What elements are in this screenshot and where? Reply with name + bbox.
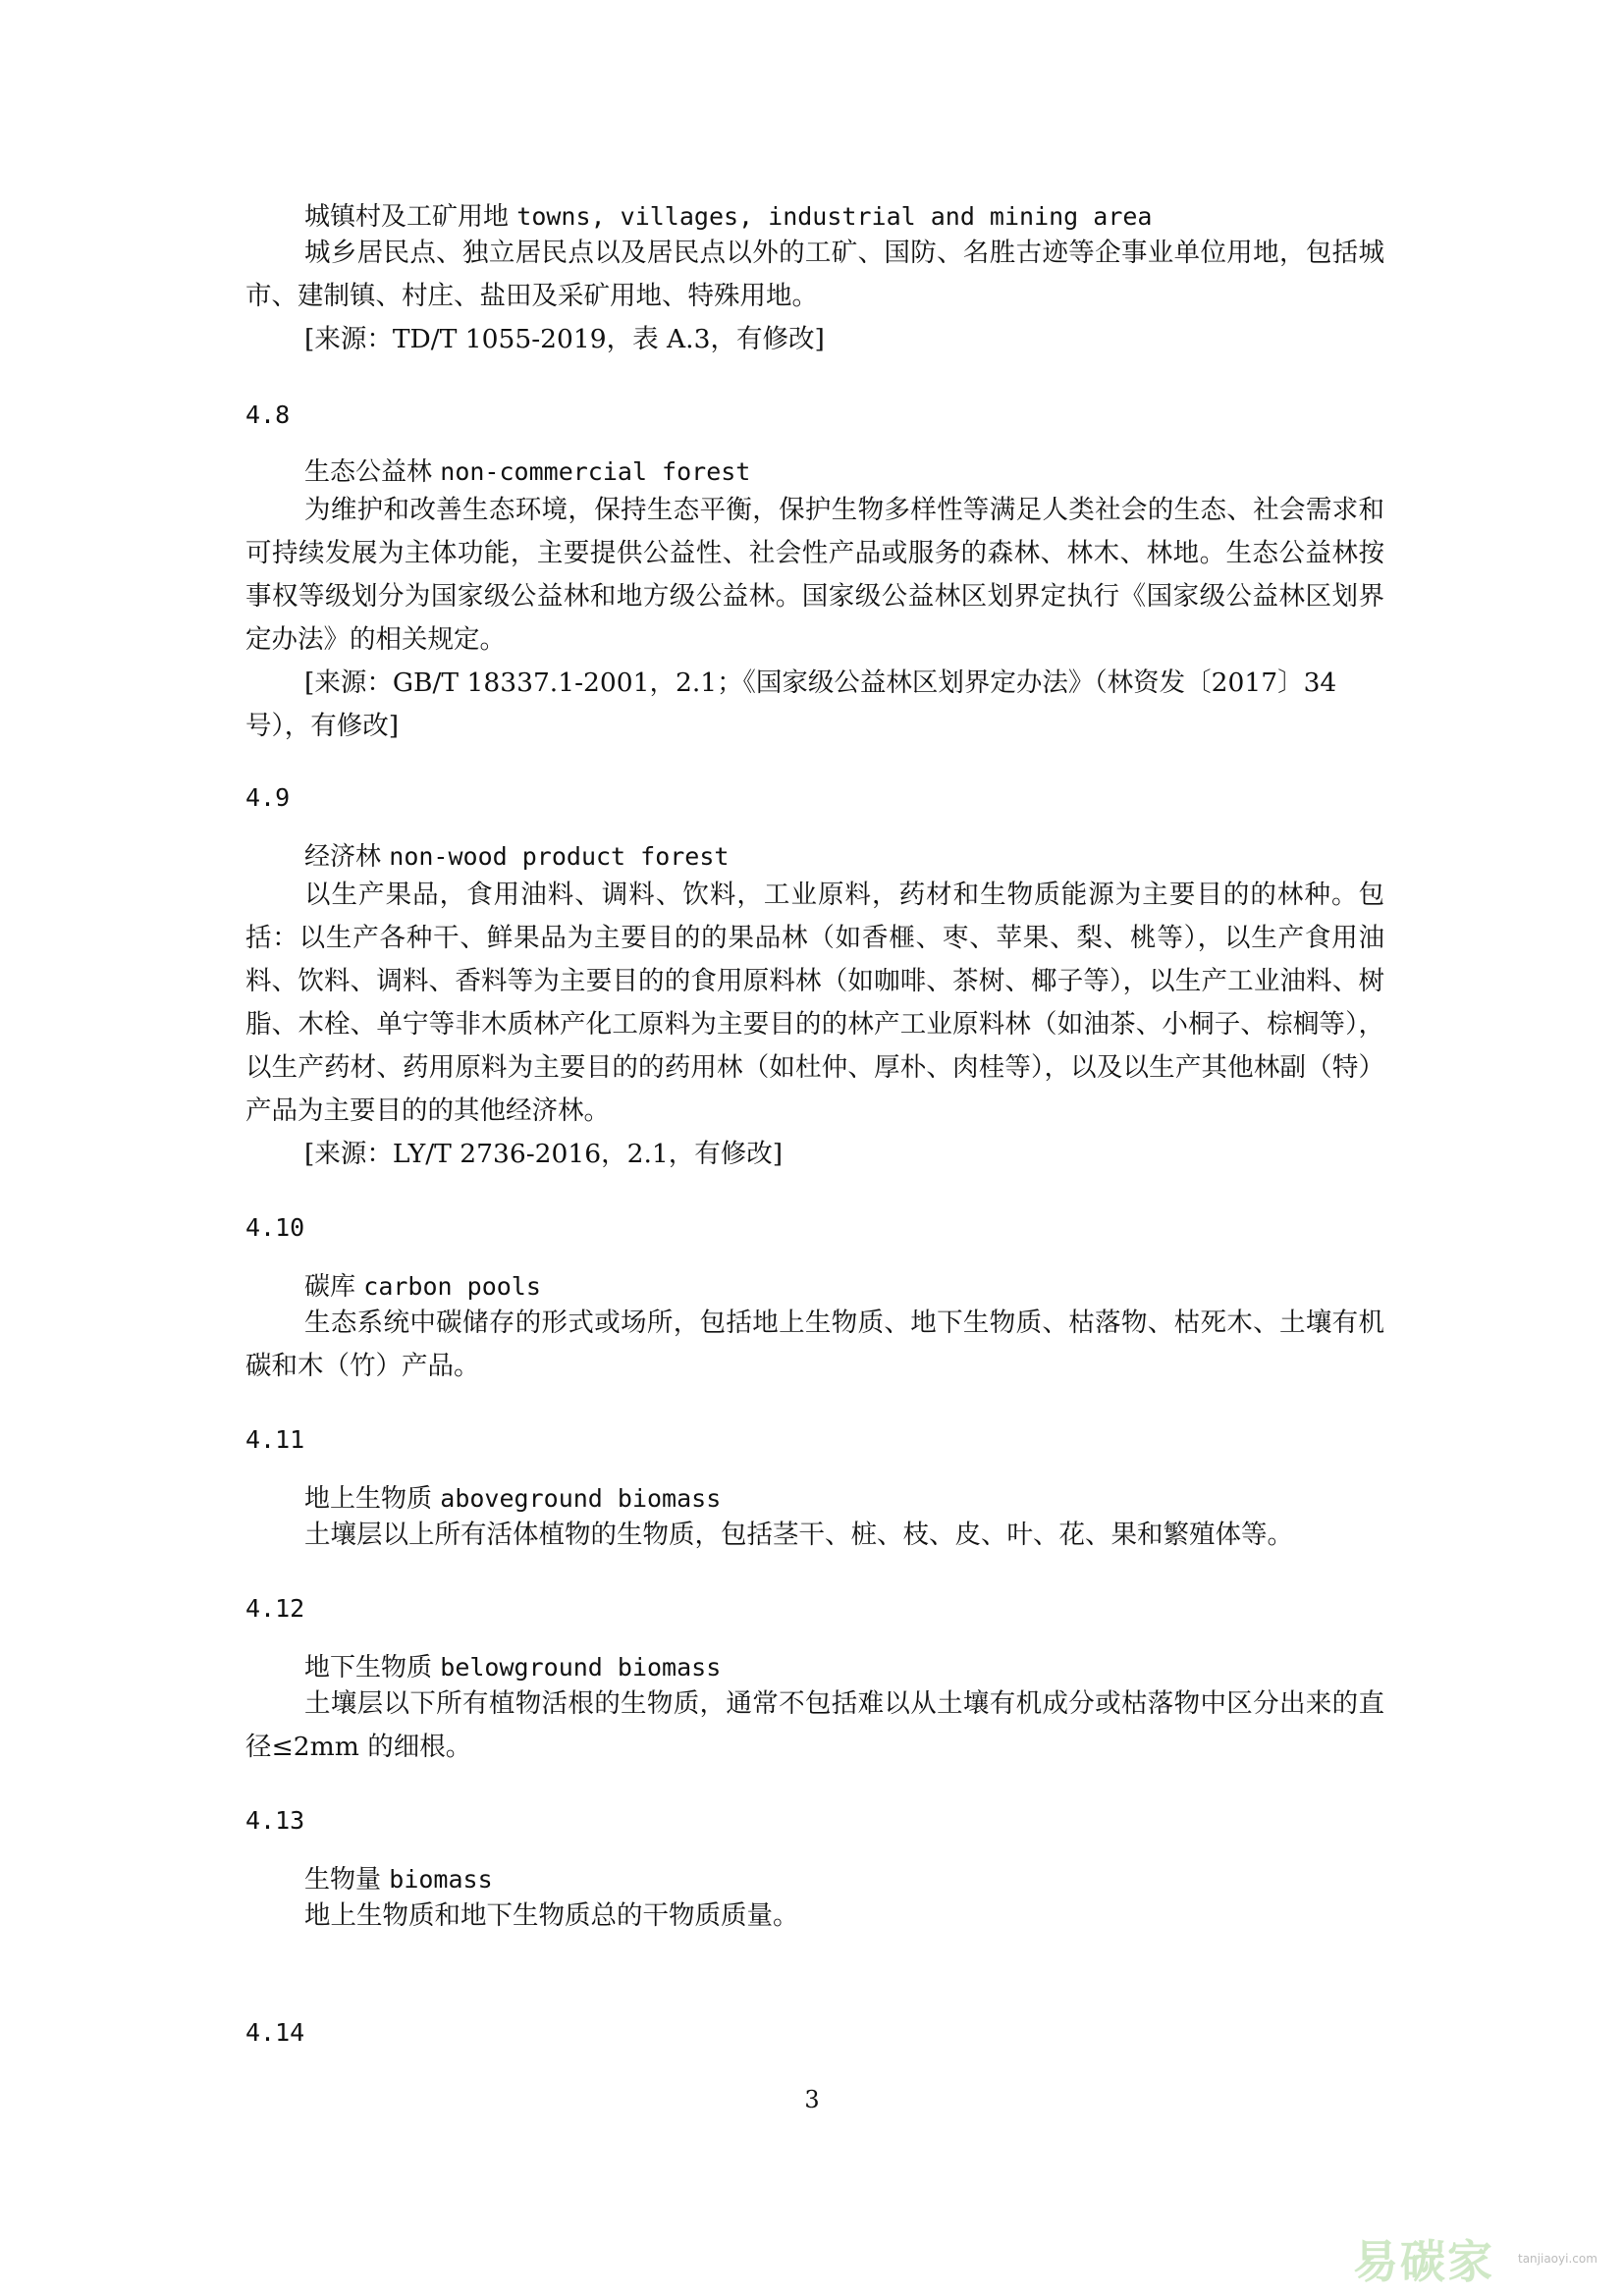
term-zh: 城镇村及工矿用地	[304, 202, 510, 232]
term-en: biomass	[389, 1865, 493, 1894]
term-definition: 土壤层以上所有活体植物的生物质，包括茎干、桩、枝、皮、叶、花、果和繁殖体等。	[304, 1520, 1293, 1550]
term-zh: 地上生物质	[304, 1484, 433, 1514]
clause-number: 4.10	[245, 1213, 305, 1242]
watermark-logo	[1353, 2226, 1598, 2288]
term-heading	[304, 200, 1153, 234]
term-definition: 地上生物质和地下生物质总的干物质质量。	[304, 1900, 799, 1931]
term-definition: 城乡居民点、独立居民点以及居民点以外的工矿、国防、名胜古迹等企事业单位用地，包括城市、建制镇、村庄、盐田及采矿用地、特殊用地。	[245, 238, 1384, 311]
term-en: towns, villages, industrial and mining area	[516, 202, 1153, 231]
clause-number: 4.8	[245, 400, 291, 429]
term-en: aboveground biomass	[440, 1484, 722, 1513]
term-heading	[304, 1270, 541, 1304]
clause-number: 4.9	[245, 783, 291, 812]
term-source: [来源：TD/T 1055-2019，表 A.3，有修改]	[304, 324, 825, 354]
term-source: [来源：GB/T 18337.1-2001，2.1；《国家级公益林区划界定办法》（林资发〔2017〕34 号），有修改]	[245, 667, 1337, 741]
term-zh: 生物量	[304, 1865, 382, 1895]
term-heading	[304, 1651, 721, 1684]
page-number: 3	[804, 2086, 820, 2113]
term-heading	[304, 455, 750, 489]
term-definition: 为维护和改善生态环境，保持生态平衡，保护生物多样性等满足人类社会的生态、社会需求和可持续发展为主体功能，主要提供公益性、社会性产品或服务的森林、林木、林地。生态公益林按事权等级划分为国家级公益林和地方级公益林。国家级公益林区划界定执行《国家级公益林区划界定办法》的相关规定。	[245, 495, 1384, 655]
term-zh: 地下生物质	[304, 1653, 433, 1682]
term-definition: 土壤层以下所有植物活根的生物质，通常不包括难以从土壤有机成分或枯落物中区分出来的直径≤2mm 的细根。	[245, 1688, 1384, 1762]
term-en: non-commercial forest	[440, 457, 751, 486]
watermark-sub: tanjiaoyi.com	[1518, 2252, 1597, 2266]
term-heading	[304, 1863, 493, 1896]
term-source: [来源：LY/T 2736-2016，2.1，有修改]	[304, 1139, 784, 1169]
term-definition: 以生产果品，食用油料、调料、饮料，工业原料，药材和生物质能源为主要目的的林种。包括：以生产各种干、鲜果品为主要目的的果品林（如香榧、枣、苹果、梨、桃等），以生产食用油料、饮料、调料、香料等为主要目的的食用原料林（如咖啡、茶树、椰子等），以生产工业油料、树脂、木栓、单宁等非木质林产化工原料为主要目的的林产工业原料林（如油茶、小桐子、棕榈等），以生产药材、药用原料为主要目的的药用林（如杜仲、厚朴、肉桂等），以及以生产其他林副（特）产品为主要目的的其他经济林。	[245, 880, 1384, 1126]
term-definition: 生态系统中碳储存的形式或场所，包括地上生物质、地下生物质、枯落物、枯死木、土壤有机碳和木（竹）产品。	[245, 1308, 1384, 1381]
clause-number: 4.13	[245, 1806, 305, 1835]
term-en: belowground biomass	[440, 1653, 722, 1682]
watermark-text: 易碳家	[1353, 2235, 1494, 2288]
term-heading	[304, 1482, 721, 1516]
term-heading	[304, 840, 729, 874]
term-zh: 碳库	[304, 1272, 356, 1302]
term-zh: 经济林	[304, 842, 382, 872]
term-zh: 生态公益林	[304, 457, 433, 487]
clause-number: 4.11	[245, 1425, 305, 1454]
clause-number: 4.14	[245, 2018, 305, 2047]
term-en: carbon pools	[363, 1272, 541, 1301]
term-en: non-wood product forest	[389, 842, 730, 871]
clause-number: 4.12	[245, 1594, 305, 1623]
